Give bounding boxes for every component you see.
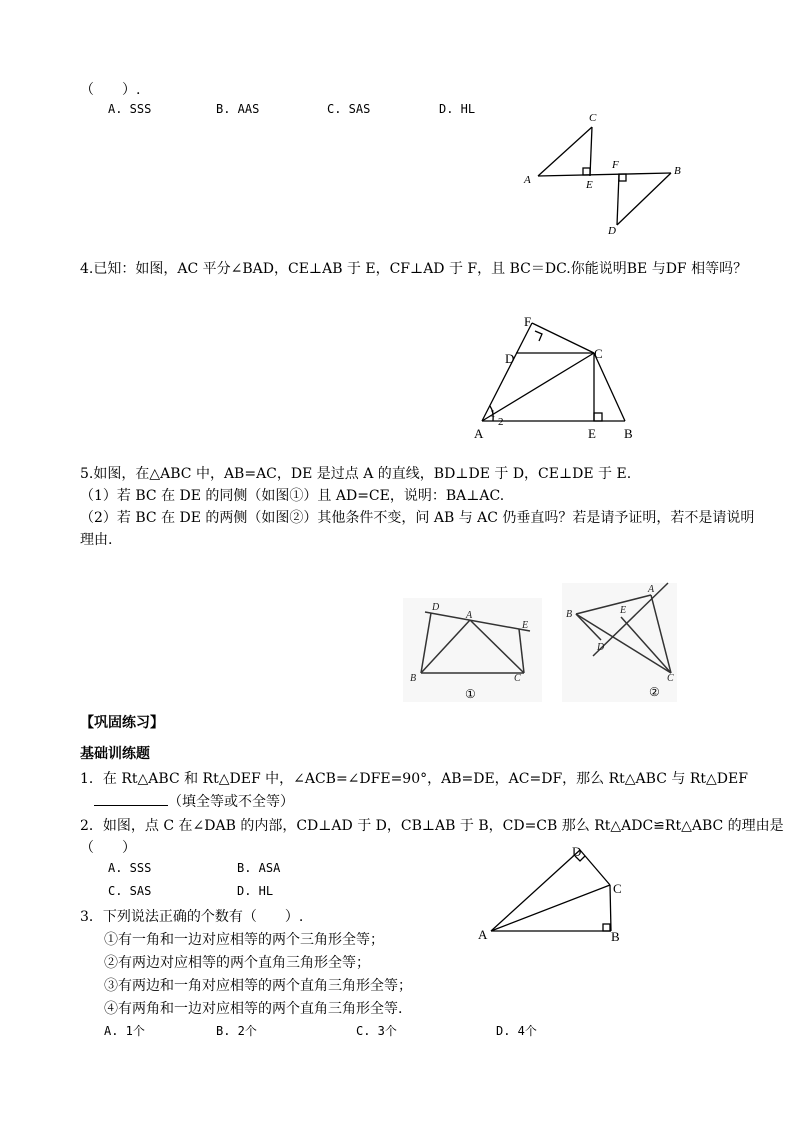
label-b: B bbox=[410, 673, 417, 684]
p-q2-option-c: C. SAS bbox=[108, 884, 152, 898]
figure-q5-2 bbox=[560, 580, 680, 705]
q5-line2: （1）若 BC 在 DE 的同侧（如图①）且 AD=CE，说明：BA⊥AC. bbox=[80, 488, 505, 504]
option-b: B. AAS bbox=[216, 102, 260, 116]
label-e: E bbox=[586, 179, 593, 191]
seg-ac bbox=[491, 885, 610, 931]
p-q3-option-b: B. 2个 bbox=[216, 1024, 257, 1038]
label-a: A bbox=[474, 426, 484, 441]
label-e: E bbox=[522, 620, 529, 631]
p-q3-option-a: A. 1个 bbox=[104, 1024, 145, 1038]
practice-heading: 【巩固练习】 bbox=[80, 715, 164, 731]
label-c: C bbox=[667, 673, 674, 684]
label-b: B bbox=[624, 426, 633, 441]
q5-line4: 理由. bbox=[80, 532, 113, 548]
seg-ab bbox=[538, 173, 671, 176]
q5-line1: 5.如图，在△ABC 中，AB=AC，DE 是过点 A 的直线，BD⊥DE 于 D，CE⊥DE 于 E. bbox=[80, 466, 632, 482]
p-q2-option-a: A. SSS bbox=[108, 861, 152, 875]
seg-cb bbox=[594, 353, 625, 421]
label-a: A bbox=[478, 927, 488, 942]
label-a: A bbox=[524, 174, 531, 186]
q4-text: 4.已知：如图，AC 平分∠BAD，CE⊥AB 于 E，CF⊥AD 于 F，且 BC＝DC.你能说明BE 与DF 相等吗？ bbox=[80, 261, 748, 277]
answer-blank[interactable] bbox=[94, 793, 168, 806]
right-angle-e bbox=[583, 168, 590, 175]
angle-label-1: 1 bbox=[490, 408, 496, 420]
p-q3-item-1: ①有一角和一边对应相等的两个三角形全等； bbox=[104, 932, 384, 948]
right-angle-e bbox=[594, 413, 602, 421]
right-angle-b bbox=[603, 924, 610, 931]
label-a: A bbox=[648, 584, 655, 595]
label-c: C bbox=[594, 346, 603, 361]
label-b: B bbox=[674, 165, 681, 177]
practice-subheading: 基础训练题 bbox=[80, 746, 150, 762]
label-d: D bbox=[597, 642, 605, 653]
angle-label-2: 2 bbox=[498, 416, 504, 428]
figure-p-q2 bbox=[475, 838, 635, 948]
label-d: D bbox=[572, 844, 582, 859]
p-q1-line2 bbox=[94, 791, 294, 811]
p-q3-item-3: ③有两边和一角对应相等的两个直角三角形全等； bbox=[104, 978, 412, 994]
seg-dc bbox=[580, 850, 610, 885]
figure-number-1: ① bbox=[465, 687, 476, 701]
q5-line3: （2）若 BC 在 DE 的两侧（如图②）其他条件不变，问 AB 与 AC 仍垂直吗？若是请予证明，若不是请说明 bbox=[80, 510, 755, 526]
p-q3-item-2: ②有两边对应相等的两个直角三角形全等； bbox=[104, 955, 370, 971]
option-a: A. SSS bbox=[108, 102, 152, 116]
option-c: C. SAS bbox=[327, 102, 371, 116]
figure-number-2: ② bbox=[649, 685, 660, 699]
p-q3-line1: 3．下列说法正确的个数有（ ）. bbox=[80, 909, 304, 925]
p-q2-option-d: D. HL bbox=[237, 884, 274, 898]
seg-ad bbox=[491, 850, 580, 931]
p-q2-line2: （ ） bbox=[80, 840, 136, 856]
figure-top-triangles bbox=[520, 110, 690, 240]
label-f: F bbox=[612, 159, 619, 171]
label-e: E bbox=[588, 426, 596, 441]
label-e: E bbox=[620, 605, 627, 616]
figure-q5-1 bbox=[400, 595, 545, 705]
p-q1-line1: 1．在 Rt△ABC 和 Rt△DEF 中，∠ACB=∠DFE=90°，AB=DE，AC=DF，那么 Rt△ABC 与 Rt△DEF bbox=[80, 771, 748, 787]
label-f: F bbox=[524, 314, 532, 329]
right-angle-f bbox=[619, 174, 626, 181]
p-q2-option-b: B. ASA bbox=[237, 861, 281, 875]
p-q3-option-d: D. 4个 bbox=[496, 1024, 537, 1038]
p-q1-hint: （填全等或不全等） bbox=[168, 794, 294, 810]
label-c: C bbox=[589, 112, 597, 124]
p-q2-line1: 2．如图，点 C 在∠DAB 的内部，CD⊥AD 于 D，CB⊥AB 于 B，CD=CB 那么 Rt△ADC≌Rt△ABC 的理由是 bbox=[80, 818, 784, 834]
label-d: D bbox=[432, 602, 440, 613]
label-c: C bbox=[514, 673, 521, 684]
label-b: B bbox=[611, 929, 620, 944]
p-q3-option-c: C. 3个 bbox=[356, 1024, 397, 1038]
paren-line: （ ）. bbox=[80, 82, 141, 98]
figure-q4 bbox=[470, 310, 640, 445]
label-d: D bbox=[505, 351, 515, 366]
right-angle-f bbox=[535, 331, 542, 341]
p-q3-item-4: ④有两角和一边对应相等的两个直角三角形全等. bbox=[104, 1001, 403, 1017]
seg-fc bbox=[532, 323, 594, 353]
label-a: A bbox=[466, 610, 473, 621]
label-b: B bbox=[566, 609, 573, 620]
label-c: C bbox=[613, 881, 622, 896]
option-d: D. HL bbox=[439, 102, 476, 116]
label-d: D bbox=[608, 225, 616, 237]
